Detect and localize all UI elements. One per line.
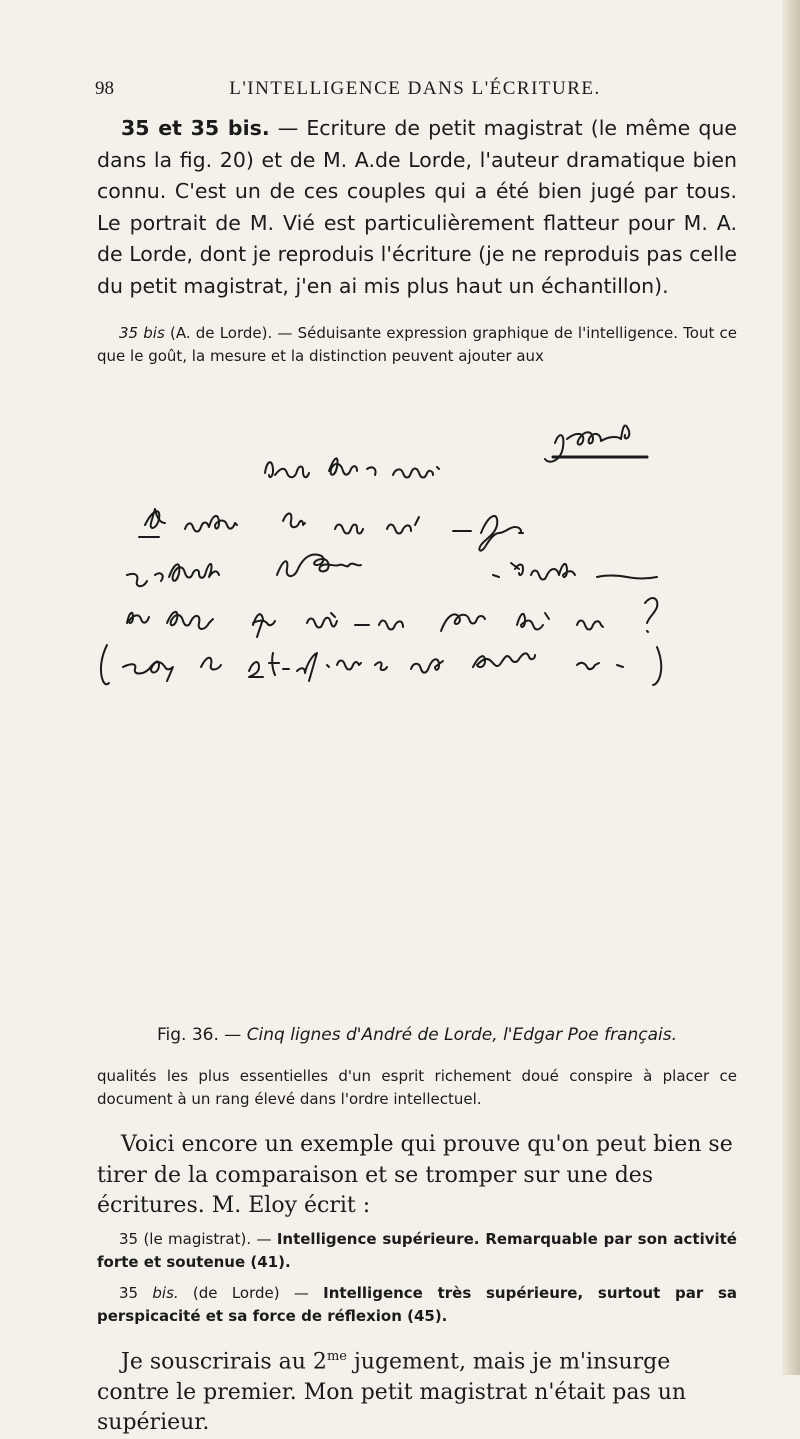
souscrirais-after: jugement, mais je m'insurge contre le premier. Mon petit magistrat n'était pas un supérieur. xyxy=(97,1349,687,1436)
page-edge xyxy=(782,0,800,1375)
lead-label: 35 et 35 bis. xyxy=(121,116,270,140)
quote-35-text: Intelligence supérieure. Remarquable par son activité forte et soutenue (41). xyxy=(97,1230,737,1271)
paragraph-voici xyxy=(97,1130,737,1222)
handwriting-line-5 xyxy=(101,645,661,685)
handwriting-line-1 xyxy=(265,458,439,477)
souscrirais-sup: me xyxy=(326,1349,347,1364)
quote-35bis-text: Intelligence très supérieure, surtout par sa perspicacité et sa force de réflexion (45). xyxy=(97,1284,738,1325)
caption-prefix: Fig. 36. — xyxy=(156,1025,247,1045)
paragraph-qualites: qualités les plus essentielles d'un esprit richement doué conspire à placer ce document à un rang élevé dans l'ordre intellectuel. xyxy=(97,1067,737,1108)
handwriting-line-2 xyxy=(139,509,523,551)
quote-35 xyxy=(97,1228,737,1274)
quote-35bis xyxy=(97,1282,737,1328)
lead-text: — Ecriture de petit magistrat (le même que dans la fig. 20) et de M. A.de Lorde, l'auteur dramatique bien connu. C'est un de ces couples qui a été bien jugé par tous. Le portrait de M. Vié est particulièrement flatteur pour M. A. de Lorde, dont je reproduis l'écriture (je ne reproduis pas celle du petit magistrat, j'en ai mis plus haut un échantillon). xyxy=(97,116,737,298)
figure-caption xyxy=(97,1025,737,1045)
page-number: 98 xyxy=(95,78,114,99)
paragraph-souscrirais xyxy=(97,1342,737,1436)
lead-paragraph xyxy=(97,113,737,302)
page-header xyxy=(95,78,735,106)
quote-35bis-number: 35 xyxy=(119,1284,153,1302)
caption-text: Cinq lignes d'André de Lorde, l'Edgar Poe français. xyxy=(246,1025,678,1045)
paragraph-35bis xyxy=(97,322,737,368)
voici-text: Voici encore un exemple qui prouve qu'on peut bien se tirer de la comparaison et se tromper sur une des écritures. M. Eloy écrit : xyxy=(97,1132,733,1218)
quote-35bis-bis: bis. xyxy=(152,1284,179,1302)
quote-35bis-prefix: (de Lorde) — xyxy=(178,1284,324,1302)
running-title: L'INTELLIGENCE DANS L'ÉCRITURE. xyxy=(229,78,601,99)
quote-35-prefix: 35 (le magistrat). — xyxy=(119,1230,277,1248)
handwriting-specimen xyxy=(97,425,737,785)
signature-line xyxy=(545,425,647,461)
label-35bis: 35 bis xyxy=(119,324,165,342)
text-35bis: (A. de Lorde). — Séduisante expression graphique de l'intelligence. Tout ce que le goût, la mesure et la distinction peuvent ajouter aux xyxy=(97,324,738,365)
souscrirais-before: Je souscrirais au 2 xyxy=(121,1349,327,1375)
handwriting-line-3 xyxy=(127,555,657,587)
handwriting-line-4 xyxy=(127,598,657,637)
